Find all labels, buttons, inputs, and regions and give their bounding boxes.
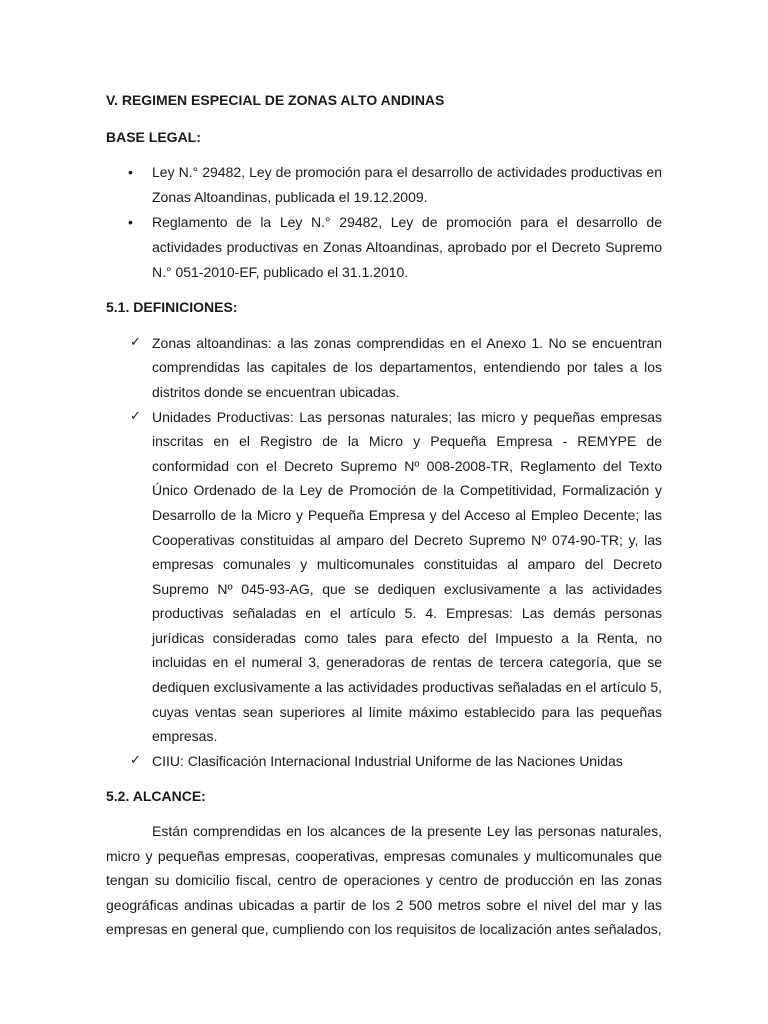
- checkmark-icon: ✓: [130, 752, 141, 768]
- base-legal-heading: BASE LEGAL:: [106, 128, 201, 145]
- list-item: [106, 749, 662, 774]
- list-item: [106, 331, 662, 405]
- list-item-text: Unidades Productivas: Las personas naturales; las micro y pequeñas empresas inscritas en el Registro de la Micro y Pequeña Empresa - REMYPE de conformidad con el Decreto Supremo Nº 008-2008-TR, Reglamento del Texto Único Ordenado de la Ley de Promoción de la Competitividad, Formalización y Desarrollo de la Micro y Pequeña Empresa y del Acceso al Empleo Decente; las Cooperativas constituidas al amparo del Decreto Supremo Nº 074-90-TR; y, las empresas comunales y multicomunales constituidas al amparo del Decreto Supremo Nº 045-93-AG, que se dediquen exclusivamente a las actividades productivas señaladas en el artículo 5. 4. Empresas: Las demás personas jurídicas consideradas como tales para efecto del Impuesto a la Renta, no incluidas en el numeral 3, generadoras de rentas de tercera categoría, que se dediquen exclusivamente a las actividades productivas señaladas en el artículo 5, cuyas ventas sean superiores al límite máximo establecido para las pequeñas empresas.: [152, 408, 662, 745]
- bullet-icon: •: [128, 214, 133, 231]
- checkmark-icon: ✓: [130, 408, 141, 424]
- list-item: [106, 160, 662, 209]
- checkmark-icon: ✓: [130, 334, 141, 350]
- definiciones-heading: 5.1. DEFINICIONES:: [106, 299, 238, 316]
- list-item-text: Reglamento de la Ley N.° 29482, Ley de promoción para el desarrollo de actividades productivas en Zonas Altoandinas, aprobado por el Decreto Supremo N.° 051-2010-EF, publicado el 31.1.2010.: [152, 214, 662, 280]
- document-title: V. REGIMEN ESPECIAL DE ZONAS ALTO ANDINAS: [106, 92, 445, 108]
- definiciones-list: [106, 331, 662, 774]
- list-item-text: Zonas altoandinas: a las zonas comprendidas en el Anexo 1. No se encuentran comprendidas las capitales de los departamentos, entendiendo por tales a los distritos donde se encuentran ubicadas.: [152, 334, 662, 400]
- bullet-icon: •: [128, 164, 133, 181]
- alcance-heading: 5.2. ALCANCE:: [106, 788, 206, 805]
- list-item: [106, 405, 662, 749]
- alcance-paragraph: Están comprendidas en los alcances de la presente Ley las personas naturales, micro y pequeñas empresas, cooperativas, empresas comunales y multicomunales que tengan su domicilio fiscal, centro de operaciones y centro de producción en las zonas geográficas andinas ubicadas a partir de los 2 500 metros sobre el nivel del mar y las empresas en general que, cumpliendo con los requisitos de localización antes señalados,: [106, 823, 662, 938]
- list-item-text: Ley N.° 29482, Ley de promoción para el desarrollo de actividades productivas en Zonas Altoandinas, publicada el 19.12.2009.: [152, 164, 662, 205]
- list-item: [106, 210, 662, 284]
- list-item-text: CIIU: Clasificación Internacional Industrial Uniforme de las Naciones Unidas: [152, 752, 623, 769]
- document-page: [106, 88, 662, 942]
- base-legal-list: [106, 160, 662, 284]
